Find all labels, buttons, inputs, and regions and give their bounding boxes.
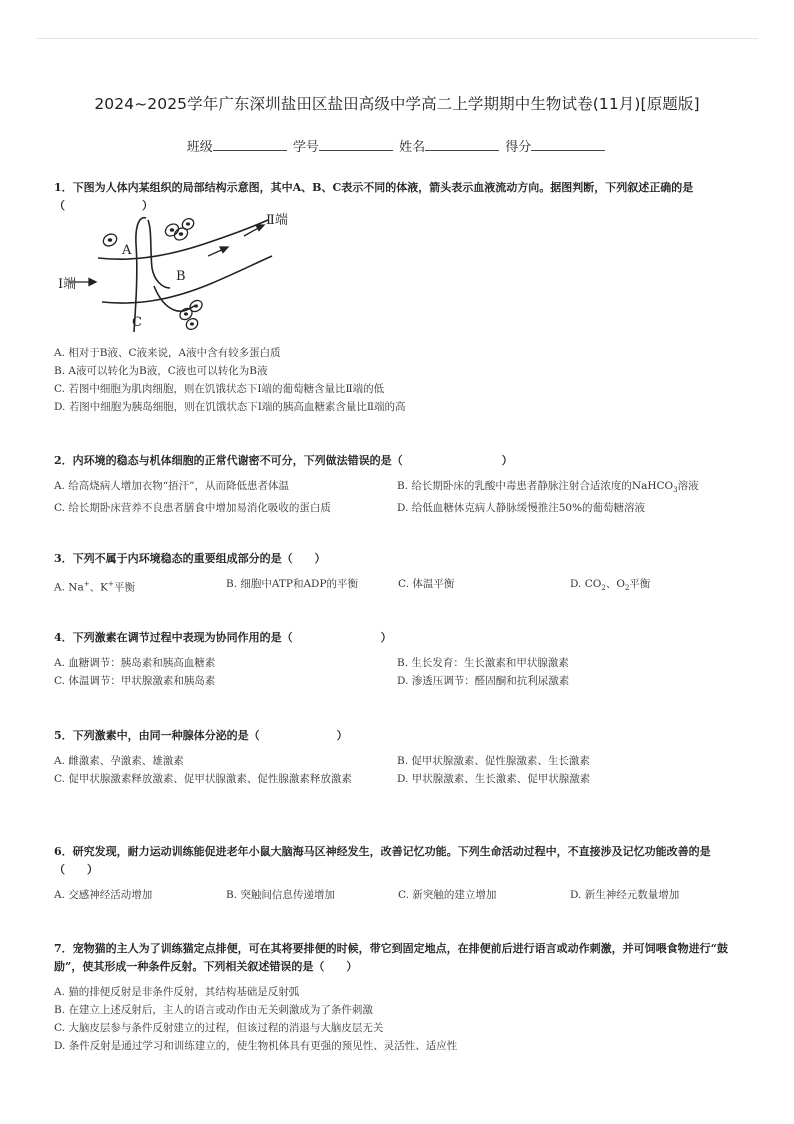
option-D-mid: 、O: [605, 578, 625, 590]
option-B-suffix: 溶液: [677, 480, 699, 492]
option-B[interactable]: B. 在建立上述反射后，主人的语言或动作由无关刺激成为了条件刺激: [54, 1004, 373, 1016]
option-A-mid: 、K: [89, 581, 108, 594]
option-D[interactable]: D. 新生神经元数量增加: [570, 889, 680, 901]
cells-top: [163, 216, 196, 242]
page-title: 2024~2025学年广东深圳盐田区盐田高级中学高二上学期期中生物试卷(11月)[原题版]: [94, 95, 700, 113]
option-A[interactable]: A. 相对于B液、C液来说，A液中含有较多蛋白质: [54, 347, 281, 359]
id-blank: [319, 138, 393, 151]
class-label: 班级: [186, 140, 213, 155]
option-A[interactable]: A. 交感神经活动增加: [54, 889, 153, 901]
student-info-line: [0, 136, 794, 155]
question-5: [54, 727, 744, 788]
option-D[interactable]: D. 若图中细胞为胰岛细胞，则在饥饿状态下Ⅰ端的胰高血糖素含量比Ⅱ端的高: [54, 401, 406, 413]
option-C[interactable]: C. 体温调节：甲状腺激素和胰岛素: [54, 675, 216, 687]
option-D[interactable]: D. 甲状腺激素、生长激素、促甲状腺激素: [397, 773, 591, 785]
option-C[interactable]: C. 大脑皮层参与条件反射建立的过程，但该过程的消退与大脑皮层无关: [54, 1022, 384, 1034]
option-C[interactable]: C. 新突触的建立增加: [398, 889, 497, 901]
question-2: [54, 452, 744, 517]
option-D[interactable]: D. 条件反射是通过学习和训练建立的，使生物机体具有更强的预见性、灵活性、适应性: [54, 1040, 458, 1052]
cells-bottom: [178, 298, 204, 331]
option-D-sub-1: 2: [601, 584, 606, 593]
label-C: C: [132, 315, 142, 330]
option-D[interactable]: [570, 575, 742, 597]
option-B[interactable]: [397, 477, 740, 499]
question-6-stem: 6．研究发现，耐力运动训练能促进老年小鼠大脑海马区神经发生，改善记忆功能。下列生命活动过程中，不直接涉及记忆功能改善的是（ ）: [54, 845, 711, 876]
option-D-text: D. CO: [570, 578, 602, 590]
question-1-stem: 1．下图为人体内某组织的局部结构示意图，其中A、B、C表示不同的体液，箭头表示血液流动方向。据图判断，下列叙述正确的是: [54, 181, 694, 194]
option-D[interactable]: D. 给低血糖休克病人静脉缓慢推注50%的葡萄糖溶液: [397, 502, 646, 515]
option-C[interactable]: C. 给长期卧床营养不良患者膳食中增加易消化吸收的蛋白质: [54, 502, 331, 515]
question-3-stem: 3．下列不属于内环境稳态的重要组成部分的是（ ）: [54, 552, 326, 565]
option-A-suffix: 平衡: [113, 581, 135, 594]
option-A[interactable]: [54, 575, 226, 597]
option-C[interactable]: C. 体温平衡: [398, 578, 455, 590]
option-D-sub-2: 2: [624, 584, 630, 593]
question-6: [54, 843, 744, 904]
question-7: [54, 940, 744, 1055]
option-A[interactable]: A. 血糖调节：胰岛素和胰高血糖素: [54, 657, 216, 669]
label-A: A: [122, 243, 132, 258]
option-B[interactable]: B. A液可以转化为B液，C液也可以转化为B液: [54, 365, 268, 377]
option-A-sup-1: +: [83, 580, 90, 588]
option-B-text: B. 给长期卧床的乳酸中毒患者静脉注射合适浓度的NaHCO: [397, 480, 674, 492]
tissue-branch: [154, 286, 194, 311]
label-B: B: [176, 269, 186, 284]
id-label: 学号: [292, 140, 319, 155]
option-B-subscript: 3: [673, 486, 678, 495]
score-blank: [531, 138, 605, 151]
question-2-stem: 2．内环境的稳态与机体细胞的正常代谢密不可分，下列做法错误的是（ ）: [54, 454, 513, 467]
question-3: [54, 550, 744, 597]
question-5-stem: 5．下列激素中，由同一种腺体分泌的是（ ）: [54, 729, 348, 742]
capillary-lower-wall: [102, 256, 272, 303]
question-7-stem: 7．宠物猫的主人为了训练猫定点排便，可在其将要排便的时候，带它到固定地点，在排便前后进行语言或动作刺激，并可饲喂食物进行“鼓励”，使其形成一种条件反射。下列相关叙述错误的是（ ）: [54, 942, 728, 973]
option-B[interactable]: B. 促甲状腺激素、促性腺激素、生长激素: [397, 755, 590, 767]
question-4-stem: 4．下列激素在调节过程中表现为协同作用的是（ ）: [54, 631, 392, 644]
tissue-structure-diagram: [58, 210, 318, 340]
question-1-options: [54, 344, 744, 416]
class-blank: [213, 138, 287, 151]
option-C[interactable]: C. 若图中细胞为肌肉细胞，则在饥饿状态下Ⅰ端的葡萄糖含量比Ⅱ端的低: [54, 383, 385, 395]
name-blank: [425, 138, 499, 151]
label-end-1: Ⅰ端: [58, 277, 77, 292]
name-label: 姓名: [399, 140, 426, 155]
option-B[interactable]: B. 突触间信息传递增加: [226, 889, 335, 901]
header-divider: [36, 38, 758, 39]
option-A[interactable]: A. 雌激素、孕激素、雄激素: [54, 755, 184, 767]
question-4: [54, 629, 744, 690]
option-C[interactable]: C. 促甲状腺激素释放激素、促甲状腺激素、促性腺激素释放激素: [54, 773, 352, 785]
score-label: 得分: [505, 140, 532, 155]
question-1-stem-bracket: （ ）: [54, 199, 153, 212]
option-A-text: A. Na: [54, 581, 84, 594]
option-A[interactable]: A. 给高烧病人增加衣物“捂汗”，从而降低患者体温: [54, 480, 289, 492]
option-D-suffix: 平衡: [629, 578, 651, 590]
label-end-2: Ⅱ端: [266, 213, 288, 228]
option-B[interactable]: B. 细胞中ATP和ADP的平衡: [226, 578, 359, 590]
option-A-sup-2: +: [107, 580, 114, 588]
option-B[interactable]: B. 生长发育：生长激素和甲状腺激素: [397, 657, 569, 669]
option-A[interactable]: A. 猫的排便反射是非条件反射，其结构基础是反射弧: [54, 986, 300, 998]
option-D[interactable]: D. 渗透压调节：醛固酮和抗利尿激素: [397, 675, 570, 687]
